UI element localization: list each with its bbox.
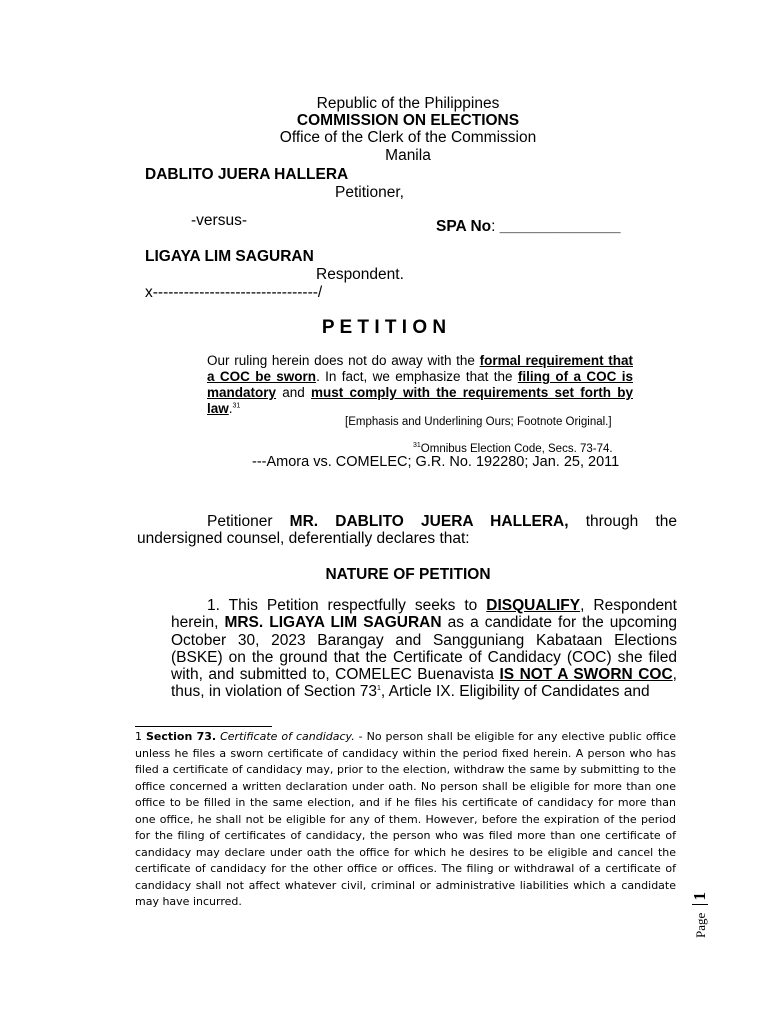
header-republic: Republic of the Philippines: [316, 95, 500, 112]
paragraph-1: [171, 597, 677, 701]
section-heading: NATURE OF PETITION: [325, 566, 491, 583]
epigraph-note-ref: 31: [232, 402, 241, 410]
paragraph-1-text-2: , Respondent herein,: [171, 597, 677, 632]
epigraph-text-1: Our ruling herein does not do away with the: [207, 353, 480, 368]
paragraph-1-text-4: , thus, in violation of Section 73: [171, 666, 677, 701]
document-title: P E T I T I O N: [321, 317, 447, 338]
epigraph-quote: [207, 353, 633, 417]
intro-text-2: through the undersigned counsel, deferentially declares that:: [137, 513, 678, 548]
footnote-number: 1: [135, 730, 142, 743]
footnote-separator: [135, 726, 272, 727]
page-number: 1: [692, 892, 708, 906]
intro-petitioner-name: MR. DABLITO JUERA HALLERA,: [289, 513, 569, 530]
paragraph-1-text-3: as a candidate for the upcoming October 30, 2023 Barangay and Sangguniang Kabataan Elections (BSKE) on the ground that the Certificate of Candidacy (COC) she filed with, and submitted to, COMELEC Buenavista: [171, 614, 677, 684]
epigraph-emphasis-1: formal requirement that a COC be sworn: [207, 353, 633, 384]
footnote-text: - No person shall be eligible for any elective public office unless he files a sworn certificate of candidacy within the period fixed herein. A person who has filed a certificate of candidacy may, prior to the election, withdraw the same by submitting to the office concerned a written declaration under oath. No person shall be eligible for more than one office to be filled in the same election, and if he files his certificate of candidacy for more than one office, he shall not be eligible for any of them. However, before the expiration of the period for the filing of certificates of candidacy, the person who was filed more than one certificate of candidacy may declare under oath the office for which he desires to be eligible and cancel the certificate of candidacy for the other office or offices. The filing or withdrawal of a certificate of candidacy shall not affect whatever civil, criminal or administrative liabilities which a candidate may have incurred.: [135, 730, 676, 908]
intro-paragraph: [137, 513, 677, 548]
header-office: Office of the Clerk of the Commission: [279, 129, 537, 146]
paragraph-1-footnote-ref: 1: [376, 685, 381, 693]
epigraph-text-2: . In fact, we emphasize that the: [316, 369, 518, 384]
paragraph-1-text-5: , Article IX. Eligibility of Candidates and: [380, 683, 650, 701]
epigraph-citation: ---Amora vs. COMELEC; G.R. No. 192280; Jan. 25, 2011: [252, 454, 620, 470]
intro-text-1: Petitioner: [207, 513, 290, 530]
emphasis-note: [Emphasis and Underlining Ours; Footnote Original.]: [345, 416, 612, 428]
spa-label: SPA No: [436, 218, 492, 235]
respondent-role: Respondent.: [316, 266, 404, 283]
page-label: [692, 892, 709, 938]
epigraph-text-3: and: [276, 385, 312, 400]
footnote-1: [135, 729, 676, 911]
spa-number-field: [436, 218, 620, 235]
footnote-title: Certificate of candidacy.: [220, 730, 355, 743]
footnote-label: Section 73.: [145, 730, 217, 743]
paragraph-1-disqualify: DISQUALIFY: [486, 597, 581, 614]
header-commission: COMMISSION ON ELECTIONS: [296, 112, 520, 129]
spa-colon: :: [491, 218, 496, 235]
petitioner-role: Petitioner,: [335, 184, 404, 201]
epigraph-emphasis-3: must comply with the requirements set forth by law: [207, 385, 633, 416]
paragraph-1-respondent: MRS. LIGAYA LIM SAGURAN: [224, 614, 442, 632]
epigraph-text-4: .: [228, 401, 233, 416]
inner-footnote-text: Omnibus Election Code, Secs. 73-74.: [420, 443, 613, 455]
page-word: Page: [693, 912, 708, 938]
paragraph-1-text-1: This Petition respectfully seeks to: [228, 597, 487, 614]
spa-blank: ______________: [499, 218, 621, 235]
versus-label: -versus-: [191, 212, 247, 229]
inner-footnote-number: 31: [413, 442, 421, 450]
header-city: Manila: [385, 147, 431, 164]
caption-closing-line: x--------------------------------/: [145, 284, 323, 301]
paragraph-1-number: 1.: [207, 597, 220, 614]
epigraph-emphasis-2: filing of a COC is mandatory: [207, 369, 633, 400]
petitioner-name: DABLITO JUERA HALLERA: [145, 166, 349, 183]
respondent-name: LIGAYA LIM SAGURAN: [145, 248, 314, 265]
paragraph-1-not-sworn: IS NOT A SWORN COC: [499, 666, 673, 684]
